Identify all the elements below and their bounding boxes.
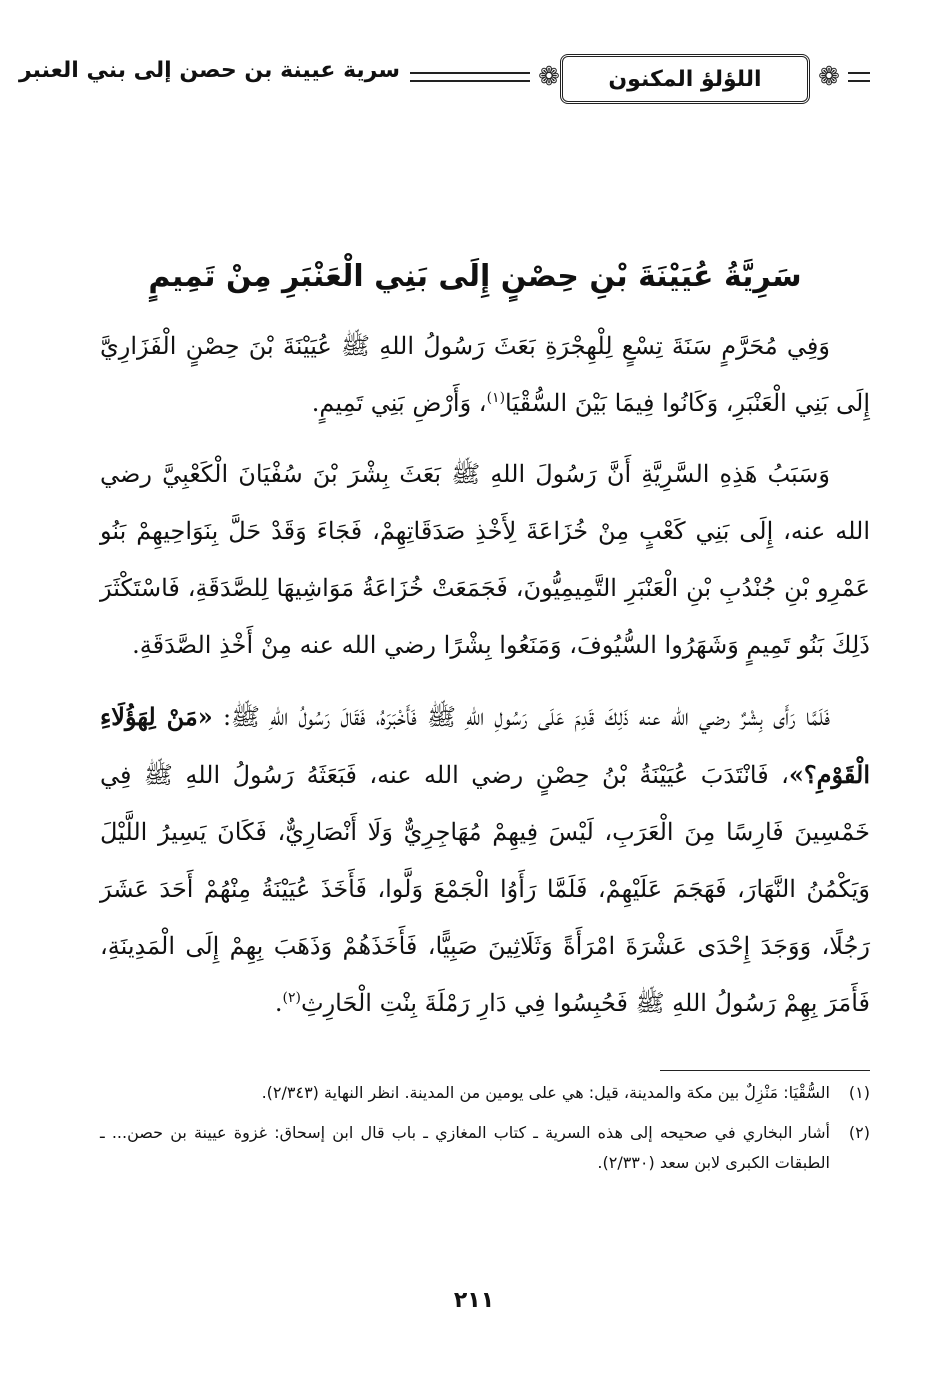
footnote-ref: (٢) [282,990,301,1006]
paragraph [100,688,870,1032]
running-header [18,48,870,108]
header-rule [410,80,530,82]
page-number: ٢١١ [453,1288,495,1313]
paragraph-text: فَلَمَّا رَأَى بِشْرٌ رضي الله عنه ذَلِكَ قَدِمَ عَلَى رَسُولِ اللهِ ﷺ فَأَخْبَرَهُ، فَقَالَ رَسُولُ اللهِ ﷺ: [222,703,830,731]
footnote-rule [660,1070,870,1071]
paragraph-text: . [274,989,283,1017]
paragraph [100,446,870,674]
paragraph-text: ، فَانْتَدَبَ عُيَيْنَةُ بْنُ حِصْنٍ رضي الله عنه، فَبَعَثَهُ رَسُولُ اللهِ ﷺ فِي خَمْسِينَ فَارِسًا مِنَ الْعَرَبِ، لَيْسَ فِيهِمْ مُهَاجِرِيٌّ وَلَا أَنْصَارِيٌّ، فَكَانَ يَسِيرُ اللَّيْلَ وَيَكْمُنُ النَّهَارَ، فَهَجَمَ عَلَيْهِمْ، فَلَمَّا رَأَوُا الْجَمْعَ وَلَّوا، فَأَخَذَ عُيَيْنَةُ مِنْهُمْ أَحَدَ عَشَرَ رَجُلًا، وَوَجَدَ إِحْدَى عَشْرَةَ امْرَأَةً وَثَلَاثِينَ صَبِيًّا، فَأَخَذَهُمْ وَذَهَبَ بِهِمْ إِلَى الْمَدِينَةِ، فَأَمَرَ بِهِمْ رَسُولُ اللهِ ﷺ فَحُبِسُوا فِي دَارِ رَمْلَةَ بِنْتِ الْحَارِثِ [100,761,871,1017]
footnote-number: (٢) [848,1123,870,1142]
footnote-text: السُّقْيَا: مَنْزِلٌ بين مكة والمدينة، قيل: هي على يومين من المدينة. انظر النهاية (٢/٣٤٣). [261,1083,830,1102]
paragraph-text: وَسَبَبُ هَذِهِ السَّرِيَّةِ أَنَّ رَسُولَ اللهِ ﷺ بَعَثَ بِشْرَ بْنَ سُفْيَانَ الْكَعْبِيَّ رضي الله عنه، إِلَى بَنِي كَعْبٍ مِنْ خُزَاعَةَ لِأَخْذِ صَدَقَاتِهِمْ، فَجَاءَ وَقَدْ حَلَّ بِنَوَاحِيهِمْ بَنُو عَمْرِو بْنِ جُنْدُبِ بْنِ الْعَنْبَرِ التَّمِيمِيُّونَ، فَجَمَعَتْ خُزَاعَةُ مَوَاشِيهَا لِلصَّدَقَةِ، فَاسْتَكْثَرَ ذَلِكَ بَنُو تَمِيمٍ وَشَهَرُوا السُّيُوفَ، وَمَنَعُوا بِشْرًا رضي الله عنه مِنْ أَخْذِ الصَّدَقَةِ. [100,460,870,659]
ornament-icon: ❁ [538,62,560,92]
footnote [100,1118,870,1178]
paragraph-text: وَفِي مُحَرَّمٍ سَنَةَ تِسْعٍ لِلْهِجْرَةِ بَعَثَ رَسُولُ اللهِ ﷺ عُيَيْنَةَ بْنَ حِصْنٍ الْفَزَارِيَّ إِلَى بَنِي الْعَنْبَرِ، وَكَانُوا فِيمَا بَيْنَ السُّقْيَا [100,332,870,417]
hadith-quote: «مَنْ لِهَؤُلَاءِ الْقَوْمِ؟» [100,702,870,789]
footnote [100,1078,870,1108]
paragraph-text: ، وَأَرْضِ بَنِي تَمِيمٍ. [311,389,487,417]
ornament-icon: ❁ [818,62,840,92]
footnote-ref: (١) [486,390,506,406]
paragraph [100,318,870,432]
body-text [100,318,870,1046]
chapter-title: سرية عيينة بن حصن إلى بني العنبر [18,58,400,83]
book-title: اللؤلؤ المكنون [560,54,810,104]
footnote-number: (١) [848,1083,870,1102]
header-rule [848,80,870,82]
footnotes [100,1078,870,1188]
section-title: سَرِيَّةُ عُيَيْنَةَ بْنِ حِصْنٍ إِلَى بَنِي الْعَنْبَرِ مِنْ تَمِيمٍ [148,259,802,295]
footnote-text: أشار البخاري في صحيحه إلى هذه السرية ـ كتاب المغازي ـ باب قال ابن إسحاق: غزوة عيينة بن حصن... ـ الطبقات الكبرى لابن سعد (٢/٣٣٠). [100,1123,830,1172]
header-rule [848,72,870,74]
header-rule [410,72,530,74]
